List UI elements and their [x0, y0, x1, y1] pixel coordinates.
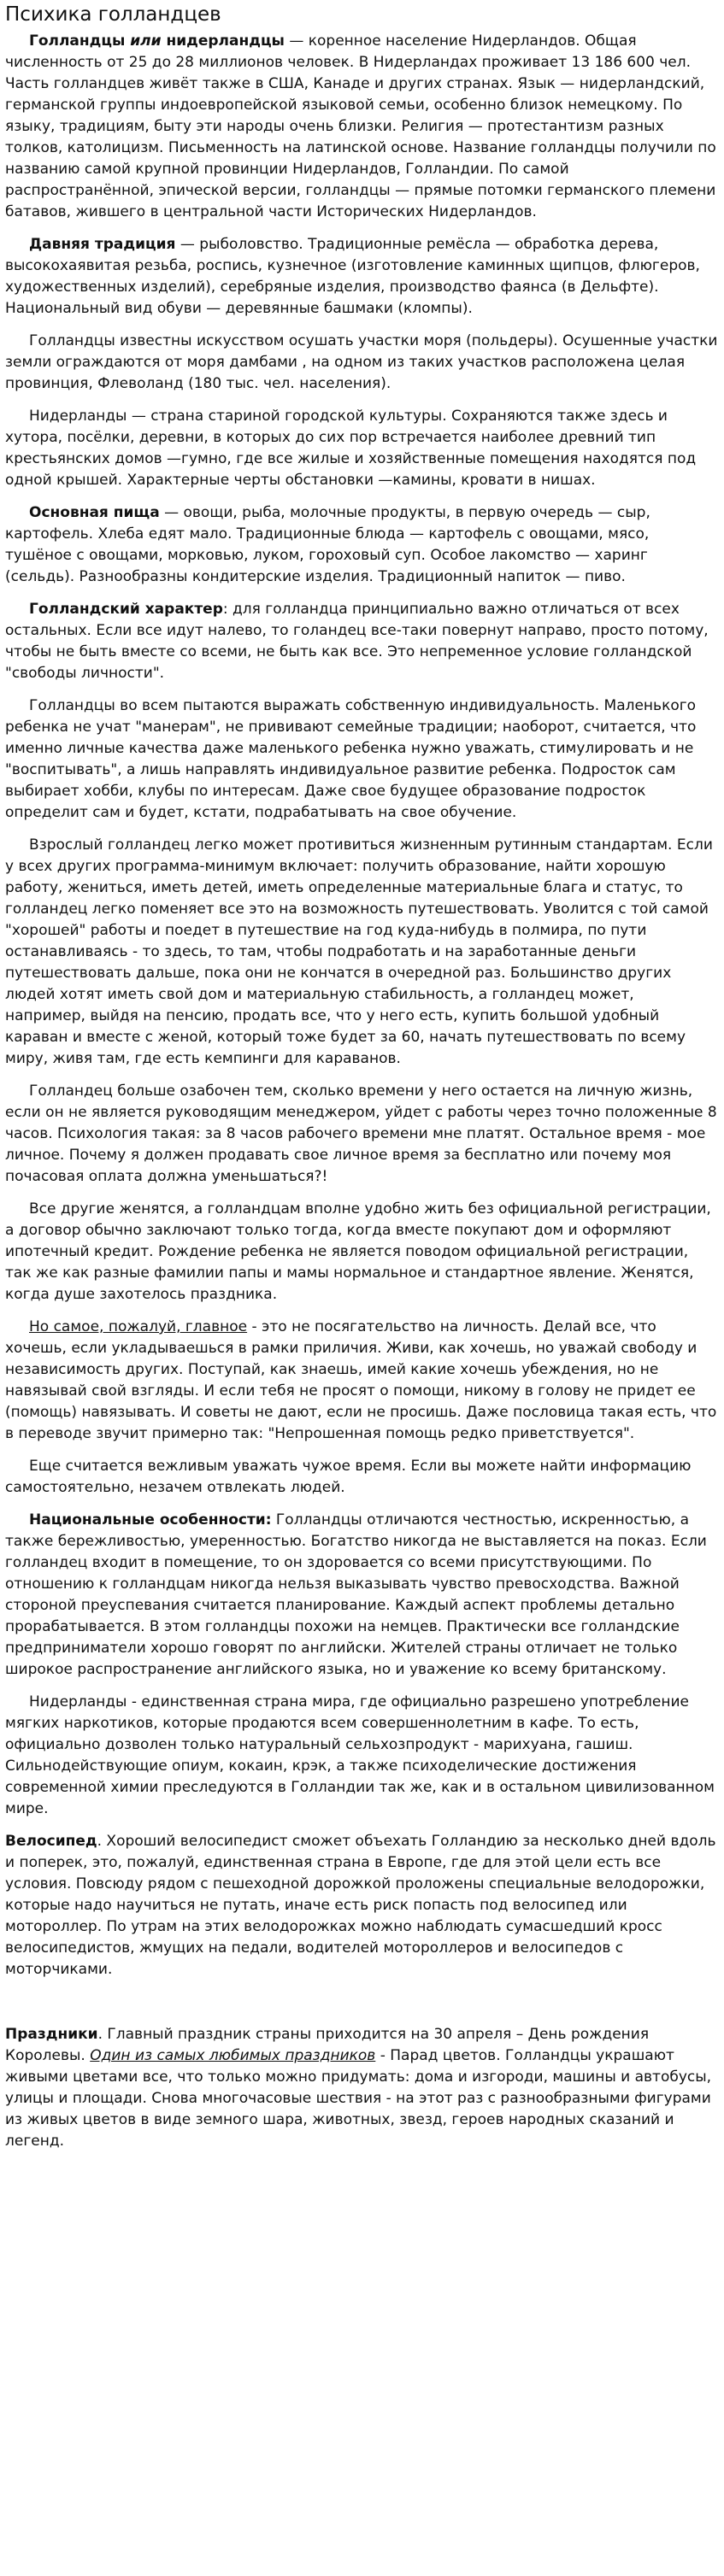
paragraph-intro: [5, 31, 719, 223]
paragraph-character: [5, 599, 719, 684]
term-holidays: Праздники: [5, 2026, 98, 2043]
term-dutch: Голландцы: [29, 32, 131, 50]
paragraph-adult: Взрослый голландец легко может противиться жизненным рутинным стандартам. Если у всех других программа-минимум включает: получить образование, найти хорошую работу, жениться, иметь детей, иметь определенные материальные блага и статус, то голландец легко поменяет все это на возможность путешествовать. Уволится с той самой "хорошей" работы и поедет в путешествие на год куда-нибудь в полмира, по пути останавливаясь - то здесь, то там, чтобы подработать и на заработанные деньги путешествовать дальше, пока они не кончатся в очередной раз. Большинство других людей хотят иметь свой дом и материальную стабильность, а голландец может, например, выйдя на пенсию, продать все, что у него есть, купить большой удобный караван и вместе с женой, который тоже будет за 60, начать путешествовать по всему миру, живя там, где есть кемпинги для караванов.: [5, 836, 713, 1067]
paragraph-text: — коренное население Нидерландов. Общая численность от 25 до 28 миллионов человек. В Нидерландах проживает 13 186 600 чел. Часть голландцев живёт также в США, Канаде и других странах. Язык — нидерландский, германской группы индоевропейской языковой семьи, особенно близок немецкому. По языку, традициям, быту эти народы очень близки. Религия — протестантизм разных толков, католицизм. Письменность на латинской основе. Название голландцы получили по названию самой крупной провинции Нидерландов, Голландии. По самой распространённой, эпической версии, голландцы — прямые потомки германского племени батавов, жившего в центральной части Исторических Нидерландов.: [5, 32, 716, 220]
paragraph-personality: [5, 1317, 719, 1445]
term-features: Национальные особенности:: [29, 1511, 272, 1529]
paragraph-tradition: [5, 234, 719, 320]
paragraph-worktime: Голландец больше озабочен тем, сколько времени у него остается на личную жизнь, если он не является руководящим менеджером, уйдет с работы через точно положенные 8 часов. Психология такая: за 8 часов рабочего времени мне платят. Остальное время - мое личное. Почему я должен продавать свое личное время за бесплатно или почему моя почасовая оплата должна уменьшаться?!: [5, 1083, 717, 1185]
paragraph-text: . Главный праздник страны приходится на 30 апреля – День рождения Королевы.: [5, 2026, 650, 2064]
paragraph-text: : для голландца принципиально важно отличаться от всех остальных. Если все идут налево, то голандец все-таки повернут направо, просто потому, чтобы не быть вместе со всеми, не быть как все. Это непременное условие голландской "свободы личности".: [5, 601, 709, 682]
paragraph-polders: Голландцы известны искусством осушать участки моря (польдеры). Осушенные участки земли ограждаются от моря дамбами , на одном из таких участков расположена целая провинция, Флеволанд (180 тыс. чел. населения).: [5, 332, 718, 392]
paragraph-culture: Нидерланды — страна стариной городской культуры. Сохраняются также здесь и хутора, посёлки, деревни, в которых до сих пор встречается наиболее древний тип крестьянских домов —гумно, где все жилые и хозяйственные помещения находятся под одной крышей. Характерные черты обстановки —камины, кровати в нишах.: [5, 408, 697, 489]
paragraph-features: [5, 1510, 719, 1681]
paragraph-marriage: Все другие женятся, а голландцам вполне удобно жить без официальной регистрации, а договор обычно заключают только тогда, когда вместе покупают дом и оформляют ипотечный кредит. Рождение ребенка не является поводом официальной регистрации, так же как разные фамилии папы и мамы нормальное и стандартное явление. Женятся, когда душе захотелось праздника.: [5, 1200, 711, 1303]
paragraph-holidays: [5, 2024, 719, 2152]
term-food: Основная пища: [29, 504, 160, 521]
paragraph-bicycle: [5, 1831, 719, 1980]
term-main: Но самое, пожалуй, главное: [29, 1318, 248, 1335]
spacer: [5, 1992, 719, 2024]
paragraph-individuality: Голландцы во всем пытаются выражать собственную индивидуальность. Маленького ребенка не учат "манерам", не прививают семейные традиции; наоборот, считается, что именно личные качества даже маленького ребенка нужно уважать, стимулировать и не "воспитывать", а лишь направлять индивидуальное развитие ребенка. Подросток сам выбирает хобби, клубы по интересам. Даже свое будущее образование подросток определит сам и будет, кстати, подрабатывать на свое обучение.: [5, 697, 697, 821]
term-character: Голландский характер: [29, 601, 223, 618]
paragraph-text: Голландцы отличаются честностью, искренностью, а также бережливостью, умеренностью. Богатство никогда не выставляется на показ. Если голландец входит в помещение, то он здоровается со всеми присутствующими. По отношению к голландцам никогда нельзя выказывать чувство превосходства. Важной стороной преуспевания считается планирование. Каждый аспект проблемы детально прорабатывается. В этом голландцы похожи на немцев. Практически все голландские предприниматели хорошо говорят по английски. Жителей страны отличает не только широкое распространение английского языка, но и уважение ко всему британскому.: [5, 1511, 707, 1678]
term-tradition: Давняя традиция: [29, 236, 176, 253]
paragraph-time: Еще считается вежливым уважать чужое время. Если вы можете найти информацию самостоятельно, незачем отвлекать людей.: [5, 1458, 692, 1496]
term-or: или: [130, 32, 162, 50]
paragraph-text: — овощи, рыба, молочные продукты, в первую очередь — сыр, картофель. Хлеба едят мало. Традиционные блюда — картофель с овощами, мясо, тушёное с овощами, морковью, луком, гороховый суп. Особое лакомство — харинг (сельдь). Разнообразны кондитерские изделия. Традиционный напиток — пиво.: [5, 504, 650, 585]
term-bicycle: Велосипед: [5, 1833, 97, 1850]
paragraph-text: — рыболовство. Традиционные ремёсла — обработка дерева, высокохаявитая резьба, роспись, кузнечное (изготовление каминных щипцов, флюгеров, художественных изделий), серебряные изделия, производство фаянса (в Дельфте). Национальный вид обуви — деревянные башмаки (кломпы).: [5, 236, 700, 317]
paragraph-food: [5, 502, 719, 588]
paragraph-text: . Хороший велосипедист сможет объехать Голландию за несколько дней вдоль и поперек, это, пожалуй, единственная страна в Европе, где для этой цели есть все условия. Повсюду рядом с пешеходной дорожкой проложены специальные велодорожки, которые надо научиться не путать, иначе есть риск попасть под велосипед или мотороллер. По утрам на этих велодорожках можно наблюдать сумасшедший кросс велосипедистов, жмущих на педали, водителей мотороллеров и велосипедов с моторчиками.: [5, 1833, 716, 1978]
article: [0, 2, 719, 2152]
paragraph-text: - Парад цветов. Голландцы украшают живыми цветами все, что только можно придумать: дома и изгороди, машины и автобусы, улицы и площади. Снова многочасовые шествия - на этот раз с разнообразными фигурами из живых цветов в виде земного шара, животных, звезд, героев народных сказаний и легенд.: [5, 2047, 712, 2150]
paragraph-drugs: Нидерланды - единственная страна мира, где официально разрешено употребление мягких наркотиков, которые продаются всем совершеннолетним в кафе. То есть, официально дозволен только натуральный сельхозпродукт - марихуана, гашиш. Сильнодействующие опиум, кокаин, крэк, а также психоделические достижения современной химии преследуются в Голландии так же, как и в остальном цивилизованном мире.: [5, 1693, 715, 1817]
term-netherlanders: нидерландцы: [161, 32, 285, 50]
page-title: Психика голландцев: [5, 3, 221, 26]
favorite-holiday-link[interactable]: Один из самых любимых праздников: [90, 2047, 376, 2064]
paragraph-text: - это не посягательство на личность. Делай все, что хочешь, если укладываешься в рамки приличия. Живи, как хочешь, но уважай свободу и независимость других. Поступай, как знаешь, имей какие хочешь убеждения, но не навязывай свой взгляды. И если тебя не просят о помощи, никому в голову не придет ее (помощь) навязывать. И советы не дают, если не просишь. Даже пословица такая есть, что в переводе звучит примерно так: "Непрошенная помощь редко приветствуется".: [5, 1318, 717, 1442]
